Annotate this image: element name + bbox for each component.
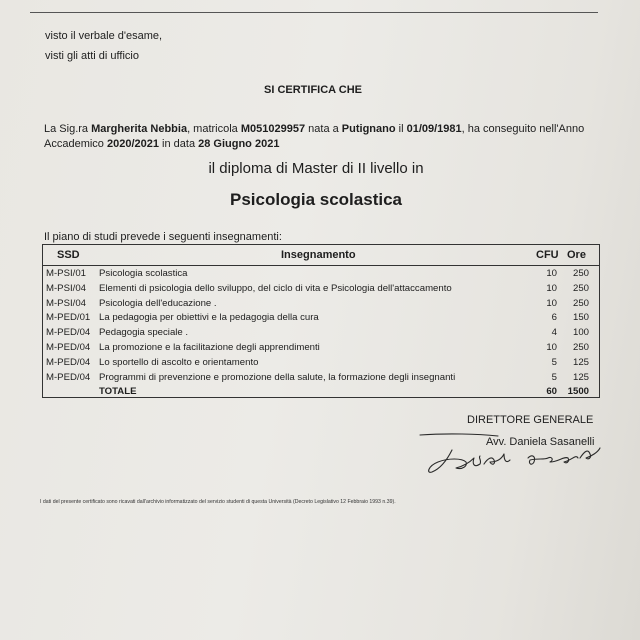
student-name: Margherita Nebbia — [91, 123, 188, 135]
cell-ssd: M-PED/04 — [46, 356, 91, 368]
signatory-name: Avv. Daniela Sasanelli — [486, 436, 595, 448]
top-rule — [30, 12, 598, 13]
cell-ssd: M-PED/04 — [46, 327, 91, 339]
table-row — [43, 327, 599, 342]
cell-cfu: 10 — [546, 341, 557, 353]
table-row — [43, 342, 599, 357]
table-row — [43, 298, 599, 313]
paragraph-text: , matricola — [187, 123, 241, 135]
table-header — [43, 245, 599, 266]
cell-insegnamento: Psicologia dell'educazione . — [99, 297, 217, 309]
paragraph-text: La Sig.ra — [44, 123, 92, 135]
course-title — [0, 190, 640, 210]
graduation-date: 28 Giugno 2021 — [198, 138, 280, 150]
cell-ore: 250 — [572, 297, 589, 309]
cell-ssd: M-PED/04 — [46, 341, 91, 353]
total-label: TOTALE — [99, 386, 137, 398]
cell-ssd: M-PSI/04 — [46, 282, 86, 294]
table-body — [43, 268, 599, 401]
cell-insegnamento: Lo sportello di ascolto e orientamento — [99, 356, 259, 368]
table-row — [43, 372, 599, 387]
cell-insegnamento: La promozione e la facilitazione degli apprendimenti — [99, 341, 320, 353]
birth-date: 01/09/1981 — [406, 123, 462, 135]
cell-insegnamento: Pedagogia speciale . — [99, 327, 189, 339]
cell-cfu: 10 — [546, 268, 557, 279]
courses-table — [42, 244, 600, 398]
paragraph-text: nata a — [305, 123, 342, 135]
intro-line-verbale: visto il verbale d'esame, — [45, 30, 163, 42]
header-cfu: CFU — [536, 249, 559, 261]
study-plan-intro: Il piano di studi prevede i seguenti insegnamenti: — [44, 231, 282, 243]
academic-year: 2020/2021 — [106, 138, 159, 150]
table-row — [43, 283, 599, 298]
cell-ore: 250 — [572, 268, 589, 279]
header-ssd: SSD — [57, 249, 80, 261]
cell-cfu: 5 — [551, 371, 557, 383]
total-ore: 1500 — [567, 386, 589, 398]
paragraph-text: in data — [158, 138, 199, 150]
cell-ore: 250 — [572, 341, 589, 353]
diploma-text: il diploma di Master di II livello in — [208, 160, 424, 177]
cell-ore: 150 — [572, 312, 589, 324]
cell-cfu: 10 — [546, 282, 557, 294]
signatory-role: DIRETTORE GENERALE — [467, 414, 594, 426]
cell-ssd: M-PED/04 — [46, 371, 91, 383]
cell-ore: 100 — [572, 327, 589, 339]
cell-insegnamento: Psicologia scolastica — [99, 268, 188, 279]
cell-cfu: 6 — [551, 312, 557, 324]
cell-ssd: M-PSI/01 — [46, 268, 86, 279]
table-row — [43, 357, 599, 372]
handwritten-signature — [418, 428, 604, 482]
cell-cfu: 10 — [546, 297, 557, 309]
cell-ore: 125 — [572, 356, 589, 368]
birthplace: Putignano — [341, 123, 396, 135]
header-ore: Ore — [567, 249, 586, 261]
cell-insegnamento: Programmi di prevenzione e promozione della salute, la formazione degli insegnanti — [99, 371, 456, 383]
table-row — [43, 312, 599, 327]
paragraph-text: il — [395, 123, 407, 135]
cell-cfu: 5 — [551, 356, 557, 368]
header-insegnamento: Insegnamento — [281, 249, 356, 261]
footer-note: I dati del presente certificato sono ricavati dall'archivio informatizzato del servizio studenti di questa Università (Decreto Legislativo 12 Febbraio 1993 n.39). — [40, 499, 396, 505]
paragraph-text: , ha conseguito nell'Anno Accademico — [44, 123, 585, 150]
total-cfu: 60 — [546, 386, 557, 398]
course-title-text: Psicologia scolastica — [230, 190, 402, 209]
student-id: M051029957 — [240, 123, 306, 135]
cell-ssd: M-PED/01 — [46, 312, 91, 324]
total-row — [43, 386, 599, 401]
diploma-line — [0, 160, 640, 177]
cell-ore: 250 — [572, 282, 589, 294]
certifica-heading: SI CERTIFICA CHE — [264, 84, 362, 96]
cell-ore: 125 — [572, 371, 589, 383]
cell-cfu: 4 — [551, 327, 557, 339]
certification-paragraph — [44, 122, 604, 152]
cell-ssd: M-PSI/04 — [46, 297, 86, 309]
intro-line-atti: visti gli atti di ufficio — [45, 50, 139, 62]
cell-insegnamento: Elementi di psicologia dello sviluppo, del ciclo di vita e Psicologia dell'attaccamento — [99, 282, 452, 294]
cell-insegnamento: La pedagogia per obiettivi e la pedagogia della cura — [99, 312, 319, 324]
table-row — [43, 268, 599, 283]
